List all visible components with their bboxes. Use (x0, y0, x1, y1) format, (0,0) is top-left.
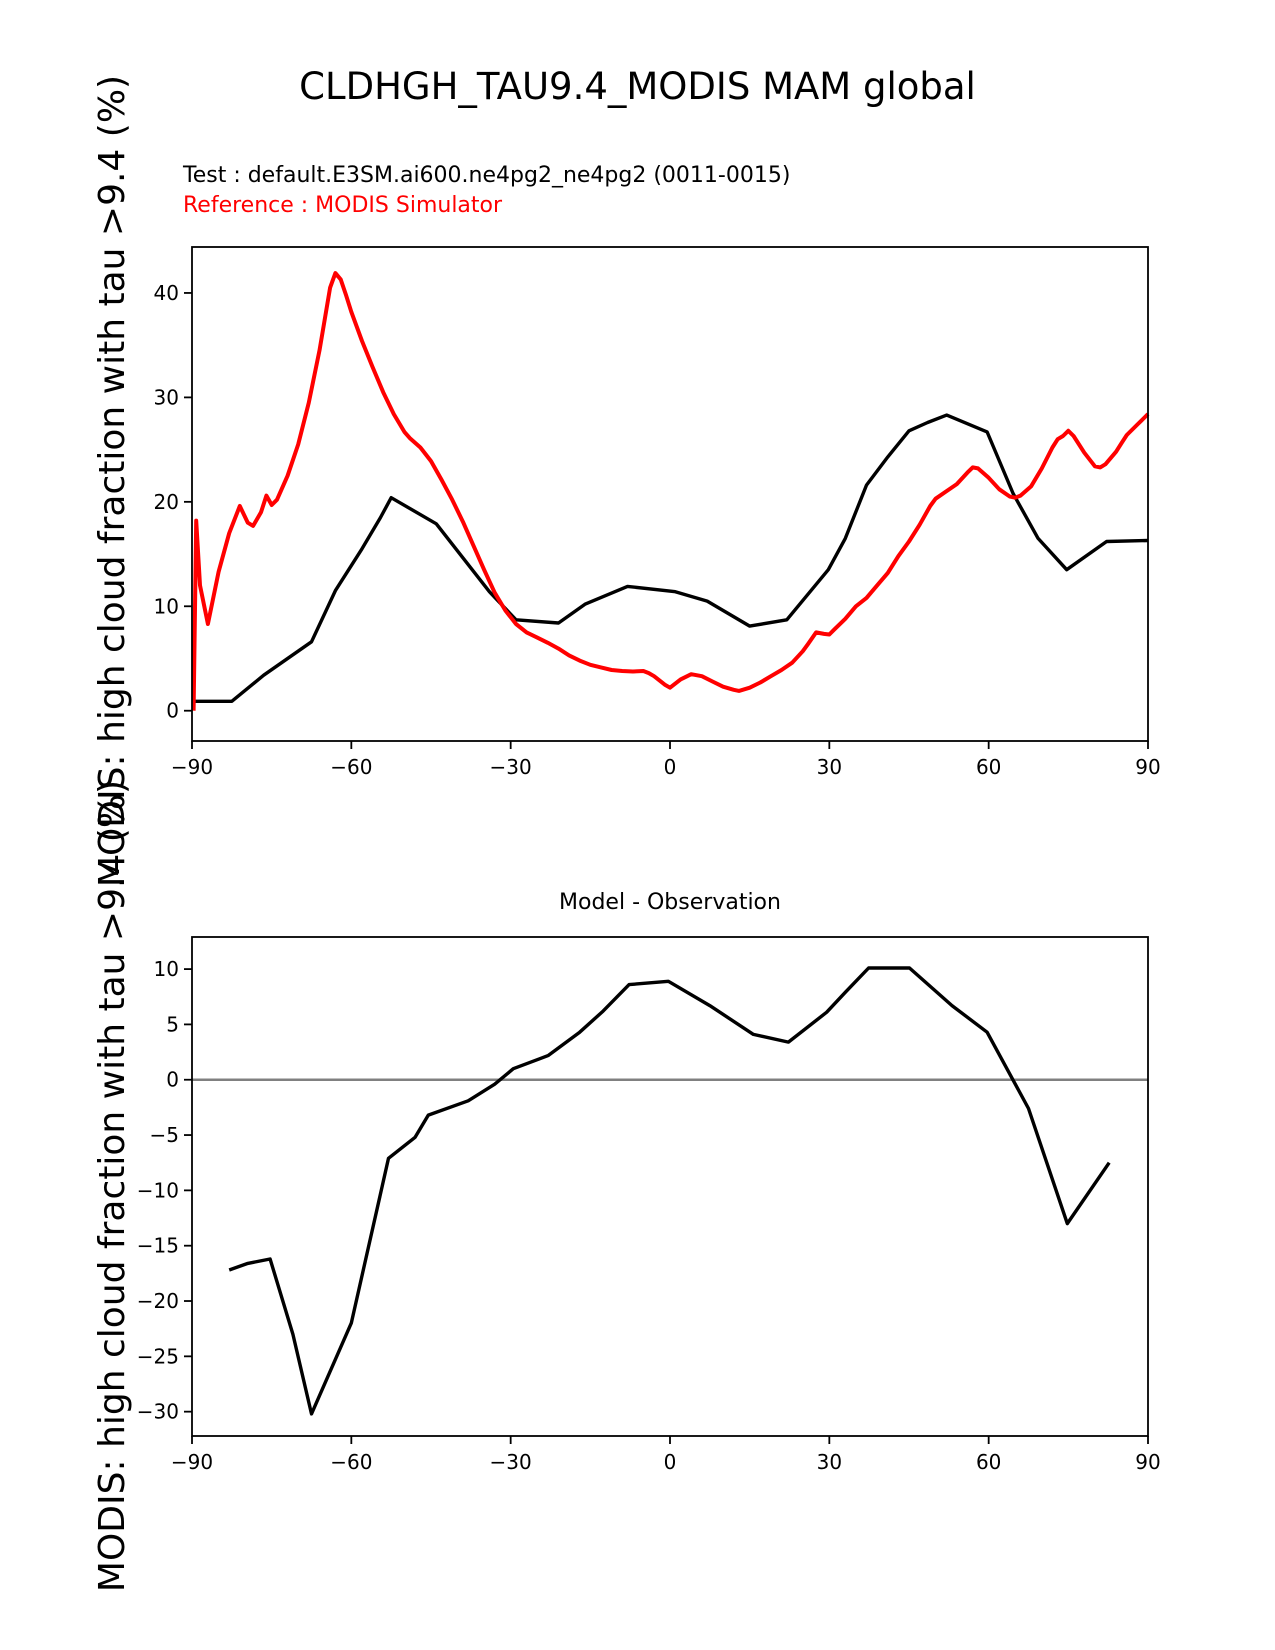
x-tick-label: 90 (1135, 1450, 1161, 1474)
test-series-line (192, 415, 1148, 701)
x-tick-label: −60 (330, 755, 373, 779)
x-tick-label: 90 (1135, 755, 1161, 779)
difference-plot-title: Model - Observation (559, 890, 781, 915)
y-tick-label: −20 (136, 1289, 179, 1314)
test-run-label: Test : default.E3SM.ai600.ne4pg2_ne4pg2 (0011-0015) (183, 163, 791, 188)
x-tick-label: 0 (663, 1450, 677, 1474)
difference-series-line (229, 968, 1109, 1414)
y-tick-label: 30 (153, 385, 179, 410)
y-tick-label: −15 (136, 1233, 179, 1258)
y-tick-label: −5 (149, 1123, 179, 1148)
y-tick-label: −30 (136, 1399, 179, 1424)
y-tick-label: 40 (153, 280, 179, 305)
top-y-axis-label: MODIS: high cloud fraction with tau >9.4 (%) (91, 74, 133, 888)
x-tick-label: −60 (330, 1450, 373, 1474)
x-tick-label: 60 (975, 755, 1002, 779)
x-tick-label: 60 (975, 1450, 1002, 1474)
x-tick-label: −30 (489, 755, 532, 779)
x-tick-label: 30 (816, 1450, 843, 1474)
x-tick-label: −30 (489, 1450, 532, 1474)
y-tick-label: 10 (153, 594, 179, 619)
y-tick-label: 5 (166, 1012, 179, 1037)
figure-title: CLDHGH_TAU9.4_MODIS MAM global (299, 65, 976, 108)
y-tick-label: −25 (136, 1344, 179, 1369)
x-tick-label: 30 (816, 755, 843, 779)
y-tick-label: 20 (153, 489, 179, 514)
axes-box (192, 937, 1148, 1436)
reference-run-label: Reference : MODIS Simulator (183, 193, 503, 218)
y-tick-label: 0 (166, 1067, 179, 1092)
x-tick-label: −90 (170, 1450, 214, 1474)
bottom-y-axis-label: MODIS: high cloud fraction with tau >9.4 (%) (91, 779, 133, 1593)
y-tick-label: 10 (153, 957, 179, 982)
x-tick-label: −90 (170, 755, 214, 779)
reference-series-line (194, 273, 1148, 711)
x-tick-label: 0 (663, 755, 677, 779)
y-tick-label: −10 (136, 1178, 179, 1203)
y-tick-label: 0 (166, 698, 179, 723)
axes-box (192, 247, 1148, 741)
